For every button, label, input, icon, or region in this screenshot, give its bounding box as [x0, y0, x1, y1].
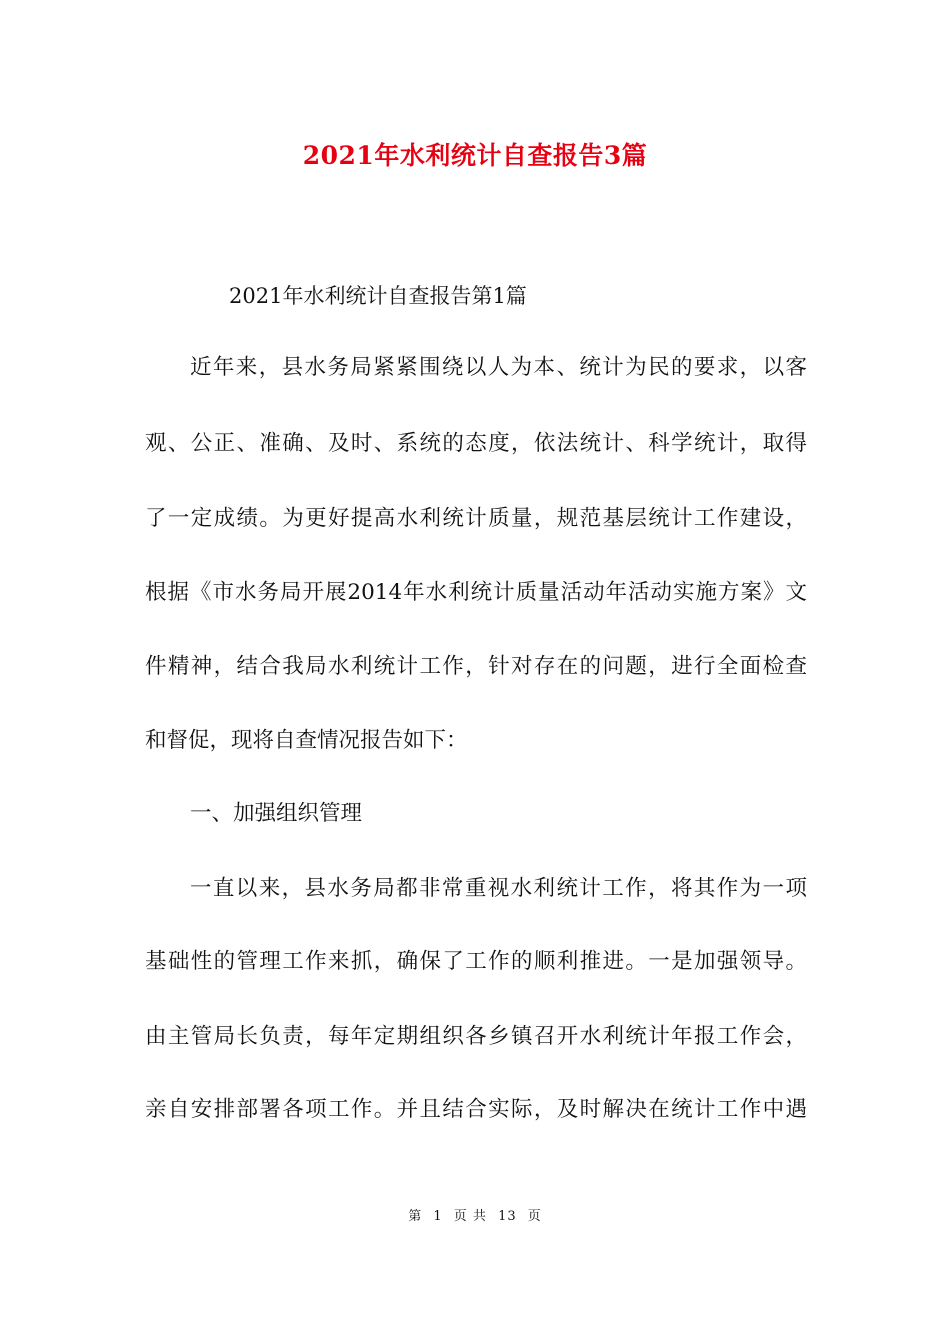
document-title: 2021年水利统计自查报告3篇 — [302, 141, 648, 170]
footer-prefix: 第 — [408, 1209, 423, 1224]
footer-middle: 页 共 — [453, 1209, 487, 1224]
page-number: 1 — [433, 1209, 443, 1224]
page-footer — [0, 1207, 950, 1227]
paragraph-line: 观、公正、准确、及时、系统的态度，依法统计、科学统计，取得 — [145, 431, 807, 456]
paragraph-line: 根据《市水务局开展2014年水利统计质量活动年活动实施方案》文 — [145, 580, 807, 605]
paragraph-line: 亲自安排部署各项工作。并且结合实际，及时解决在统计工作中遇 — [145, 1097, 807, 1122]
section-heading: 一、加强组织管理 — [190, 801, 363, 826]
paragraph-line: 和督促，现将自查情况报告如下： — [145, 728, 468, 753]
paragraph-line: 基础性的管理工作来抓，确保了工作的顺利推进。一是加强领导。 — [145, 949, 807, 974]
paragraph-line: 近年来，县水务局紧紧围绕以人为本、统计为民的要求，以客 — [190, 355, 807, 380]
paragraph-line: 由主管局长负责，每年定期组织各乡镇召开水利统计年报工作会， — [145, 1024, 807, 1049]
paragraph-line: 件精神，结合我局水利统计工作，针对存在的问题，进行全面检查 — [145, 654, 807, 679]
paragraph-line: 了一定成绩。为更好提高水利统计质量，规范基层统计工作建设， — [145, 506, 807, 531]
paragraph-line: 一直以来，县水务局都非常重视水利统计工作，将其作为一项 — [190, 876, 807, 901]
page-total: 13 — [498, 1209, 517, 1224]
footer-suffix: 页 — [527, 1209, 542, 1224]
report-subtitle: 2021年水利统计自查报告第1篇 — [229, 284, 527, 308]
